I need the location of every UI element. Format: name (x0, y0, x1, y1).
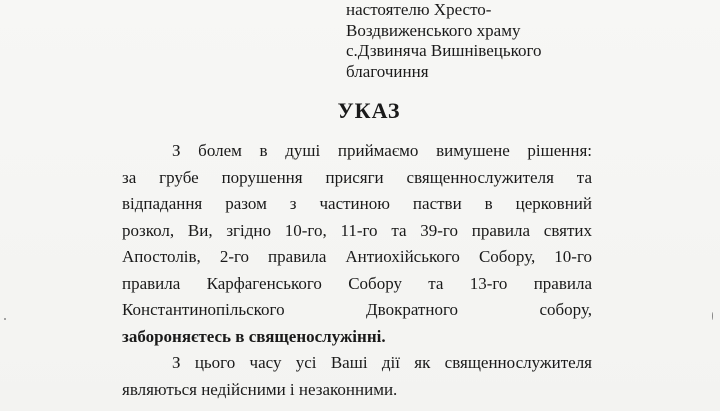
addressee-line: с.Дзвиняча Вишнівецького (346, 41, 542, 60)
body-line: відпадання разом з частиною пастви в церковний (122, 194, 592, 213)
scan-speck (4, 318, 6, 320)
addressee-line: Воздвиженського храму (346, 20, 521, 40)
body-line: З цього часу усі Ваші дії як священнослужителя (172, 353, 592, 372)
addressee-block (346, 0, 542, 82)
body-line: розкол, Ви, згідно 10-го, 11-го та 39-го правила святих (122, 220, 592, 240)
body-line: являються недійсними і незаконними. (122, 379, 398, 399)
document-title: УКАЗ (337, 98, 401, 123)
body-line: правила Карфагенського Собору та 13-го правила (122, 273, 592, 293)
addressee-line: настоятелю Хресто- (346, 0, 492, 19)
addressee-line: благочиння (346, 61, 429, 81)
body-line-prohibition: забороняєтесь в священослужінні. (122, 326, 386, 346)
decree-body (122, 138, 592, 403)
body-line: за грубе порушення присяги священнослужителя та (122, 167, 592, 187)
body-line: З болем в душі приймаємо вимушене рішення: (172, 141, 592, 160)
scan-speck (712, 312, 713, 320)
body-line: Апостолів, 2-го правила Антиохійського Собору, 10-го (122, 247, 592, 266)
body-line: Константинопільского Двократного собору, (122, 300, 592, 319)
